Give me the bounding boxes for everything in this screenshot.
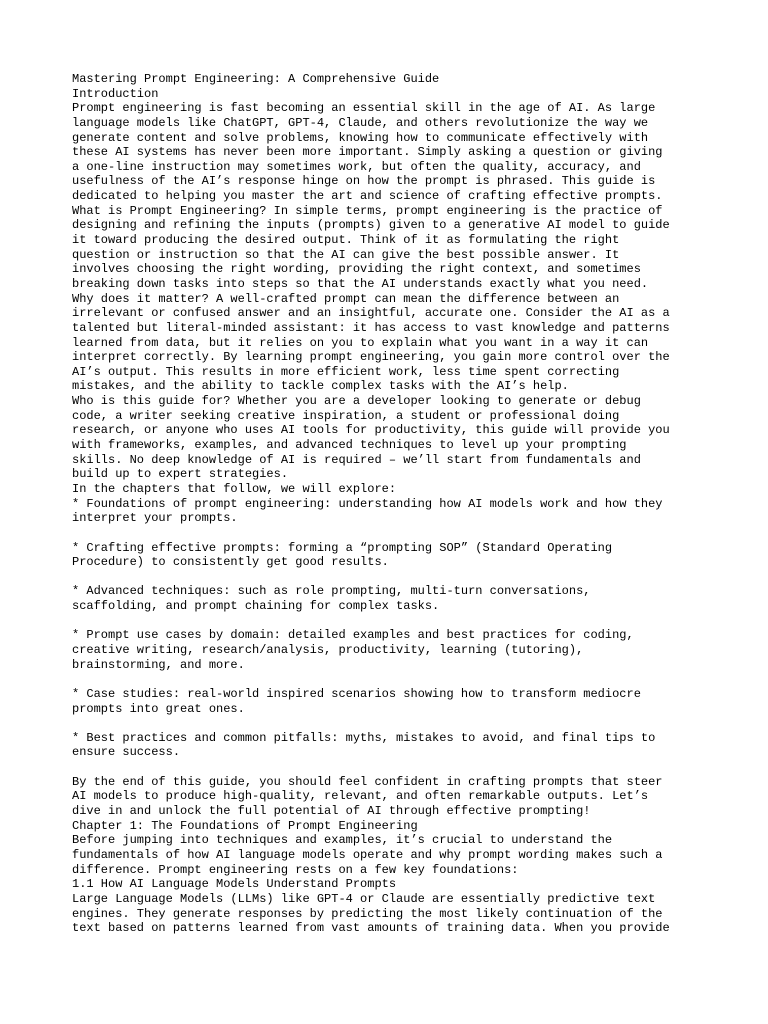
- text-line: with frameworks, examples, and advanced techniques to level up your prompting: [72, 438, 627, 453]
- blank-line: [72, 672, 712, 687]
- text-line: What is Prompt Engineering? In simple terms, prompt engineering is the practice of: [72, 203, 663, 218]
- bullet-line: ensure success.: [72, 745, 181, 760]
- text-line: mistakes, and the ability to tackle complex tasks with the AI’s help.: [72, 379, 569, 394]
- text-line: generate content and solve problems, knowing how to communicate effectively with: [72, 130, 649, 145]
- text-line: AI’s output. This results in more efficient work, less time spent correcting: [72, 364, 620, 379]
- text-line: breaking down tasks into steps so that the AI understands exactly what you need.: [72, 276, 649, 291]
- text-line: involves choosing the right wording, providing the right context, and sometimes: [72, 262, 641, 277]
- text-line: research, or anyone who uses AI tools for productivity, this guide will provide you: [72, 423, 670, 438]
- blank-line: [72, 570, 712, 585]
- bullet-line: scaffolding, and prompt chaining for complex tasks.: [72, 599, 440, 614]
- text-line: In the chapters that follow, we will explore:: [72, 481, 397, 496]
- section-heading-introduction: Introduction: [72, 86, 159, 101]
- section-heading-chapter-1: Chapter 1: The Foundations of Prompt Engineering: [72, 818, 418, 833]
- blank-line: [72, 614, 712, 629]
- text-line: learned from data, but it relies on you to explain what you want in a way it can: [72, 335, 649, 350]
- text-line: language models like ChatGPT, GPT-4, Claude, and others revolutionize the way we: [72, 115, 649, 130]
- text-line: these AI systems has never been more important. Simply asking a question or giving: [72, 145, 663, 160]
- text-line: Large Language Models (LLMs) like GPT-4 or Claude are essentially predictive text: [72, 891, 656, 906]
- bullet-line: prompts into great ones.: [72, 701, 245, 716]
- text-line: By the end of this guide, you should feel confident in crafting prompts that steer: [72, 774, 663, 789]
- text-line: irrelevant or confused answer and an insightful, accurate one. Consider the AI as a: [72, 306, 670, 321]
- text-line: dive in and unlock the full potential of AI through effective prompting!: [72, 804, 591, 819]
- text-line: skills. No deep knowledge of AI is required – we’ll start from fundamentals and: [72, 452, 641, 467]
- bullet-line: * Foundations of prompt engineering: understanding how AI models work and how they: [72, 496, 663, 511]
- text-line: Why does it matter? A well-crafted prompt can mean the difference between an: [72, 291, 620, 306]
- text-line: a one-line instruction may sometimes work, but often the quality, accuracy, and: [72, 159, 641, 174]
- text-line: Who is this guide for? Whether you are a developer looking to generate or debug: [72, 394, 641, 409]
- text-line: AI models to produce high-quality, relevant, and often remarkable outputs. Let’s: [72, 789, 649, 804]
- blank-line: [72, 760, 712, 775]
- section-heading-1-1: 1.1 How AI Language Models Understand Prompts: [72, 877, 397, 892]
- blank-line: [72, 716, 712, 731]
- bullet-line: * Crafting effective prompts: forming a “prompting SOP” (Standard Operating: [72, 540, 613, 555]
- bullet-line: interpret your prompts.: [72, 511, 238, 526]
- bullet-line: * Best practices and common pitfalls: myths, mistakes to avoid, and final tips to: [72, 730, 656, 745]
- text-line: dedicated to helping you master the art and science of crafting effective prompts.: [72, 189, 663, 204]
- text-line: interpret correctly. By learning prompt engineering, you gain more control over the: [72, 350, 670, 365]
- bullet-line: creative writing, research/analysis, productivity, learning (tutoring),: [72, 642, 584, 657]
- text-line: usefulness of the AI’s response hinge on how the prompt is phrased. This guide is: [72, 174, 656, 189]
- blank-line: [72, 526, 712, 541]
- text-line: build up to expert strategies.: [72, 467, 289, 482]
- bullet-line: * Advanced techniques: such as role prompting, multi-turn conversations,: [72, 584, 591, 599]
- text-line: difference. Prompt engineering rests on a few key foundations:: [72, 862, 519, 877]
- text-line: code, a writer seeking creative inspiration, a student or professional doing: [72, 408, 620, 423]
- text-line: fundamentals of how AI language models operate and why prompt wording makes such a: [72, 847, 663, 862]
- text-line: it toward producing the desired output. Think of it as formulating the right: [72, 233, 620, 248]
- bullet-line: brainstorming, and more.: [72, 657, 245, 672]
- text-line: designing and refining the inputs (prompts) given to a generative AI model to guide: [72, 218, 670, 233]
- text-line: Prompt engineering is fast becoming an essential skill in the age of AI. As large: [72, 101, 656, 116]
- bullet-line: * Case studies: real-world inspired scenarios showing how to transform mediocre: [72, 686, 641, 701]
- text-line: text based on patterns learned from vast amounts of training data. When you provide: [72, 921, 670, 936]
- text-line: talented but literal-minded assistant: it has access to vast knowledge and patterns: [72, 320, 670, 335]
- text-line: Before jumping into techniques and examples, it’s crucial to understand the: [72, 833, 613, 848]
- document-page: [72, 72, 712, 936]
- bullet-line: * Prompt use cases by domain: detailed examples and best practices for coding,: [72, 628, 634, 643]
- text-line: question or instruction so that the AI can give the best possible answer. It: [72, 247, 620, 262]
- bullet-line: Procedure) to consistently get good results.: [72, 555, 389, 570]
- document-title: Mastering Prompt Engineering: A Comprehensive Guide: [72, 72, 440, 86]
- text-line: engines. They generate responses by predicting the most likely continuation of the: [72, 906, 663, 921]
